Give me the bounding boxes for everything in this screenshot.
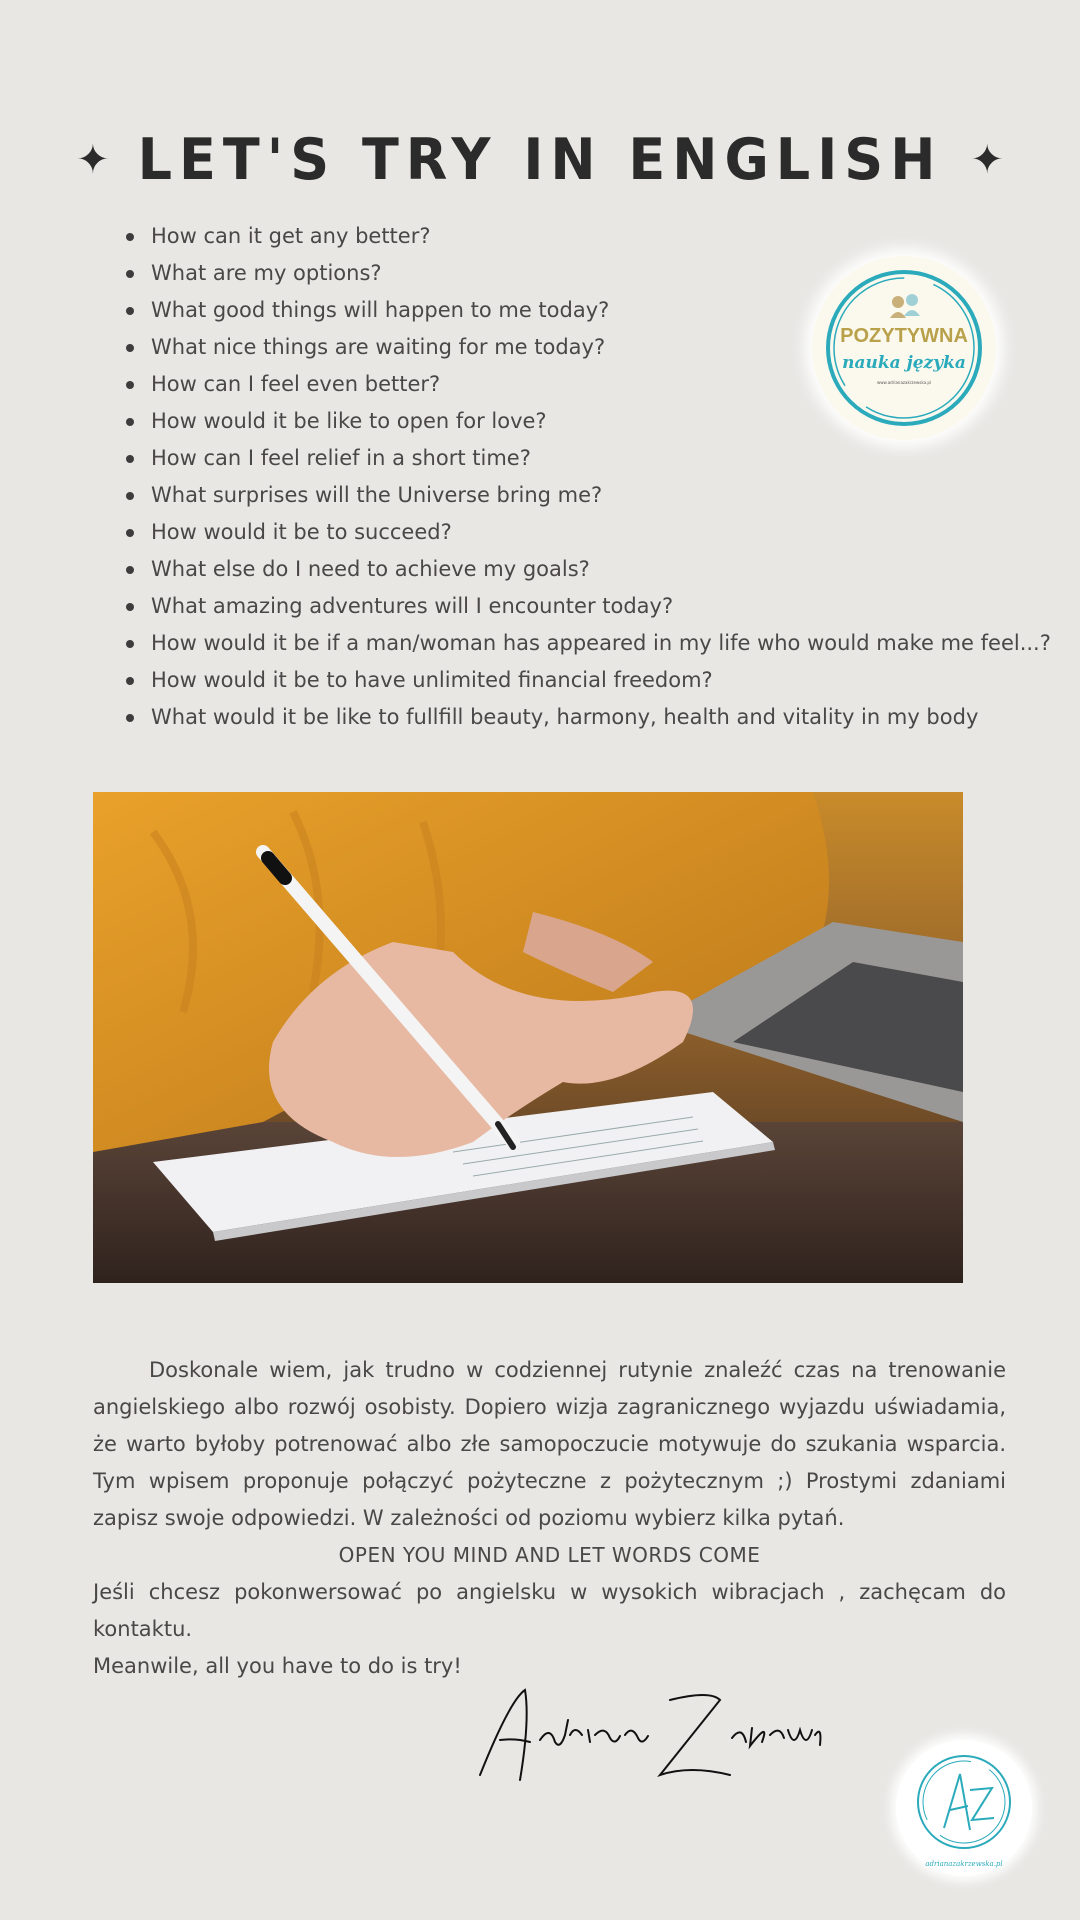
- article-body: [93, 1352, 1006, 1685]
- motto: OPEN YOU MIND AND LET WORDS COME: [338, 1543, 761, 1567]
- list-item: How would it be to have unlimited financial freedom?: [151, 662, 1051, 699]
- list-item: What good things will happen to me today?: [151, 292, 1051, 329]
- contact-line: Jeśli chcesz pokonwersować po angielsku w wysokich wibracjach , zachęcam do kontaktu.: [93, 1580, 1006, 1641]
- logo-graphic: [812, 256, 996, 440]
- closing-line: Meanwile, all you have to do is try!: [93, 1654, 462, 1678]
- list-item: How would it be like to open for love?: [151, 403, 1051, 440]
- logo-text-script: nauka języka: [842, 353, 966, 373]
- child-figure-icon: [892, 296, 904, 308]
- child-figure-icon: [906, 294, 918, 306]
- list-item: How can it get any better?: [151, 218, 1051, 255]
- brand-logo: [812, 256, 996, 440]
- list-item: What surprises will the Universe bring me?: [151, 477, 1051, 514]
- list-item: What would it be like to fullfill beauty, harmony, health and vitality in my body: [151, 699, 1051, 736]
- logo-text-top: POZYTYWNA: [840, 325, 968, 347]
- intro-paragraph: Doskonale wiem, jak trudno w codziennej rutynie znaleźć czas na trenowanie angielskiego albo rozwój osobisty. Dopiero wizja zagranicznego wyjazdu uświadamia, że warto byłoby potrenować albo złe samopoczucie motywuje do szukania wsparcia. Tym wpisem proponuje połączyć pożyteczne z pożytecznym ;) Prostymi zdaniami zapisz swoje odpowiedzi. W zależności od poziomu wybierz kilka pytań.: [93, 1358, 1006, 1530]
- sparkle-icon-right: ✦: [970, 136, 1004, 183]
- logo-url: www.adrianazakrzewska.pl: [877, 380, 931, 385]
- list-item: How would it be if a man/woman has appeared in my life who would make me feel...?: [151, 625, 1051, 662]
- handwritten-signature: [470, 1680, 830, 1790]
- list-item: How would it be to succeed?: [151, 514, 1051, 551]
- list-item: What amazing adventures will I encounter today?: [151, 588, 1051, 625]
- list-item: What nice things are waiting for me today?: [151, 329, 1051, 366]
- list-item: How can I feel even better?: [151, 366, 1051, 403]
- page-title: LET'S TRY IN ENGLISH: [137, 126, 943, 193]
- list-item: What are my options?: [151, 255, 1051, 292]
- list-item: What else do I need to achieve my goals?: [151, 551, 1051, 588]
- sparkle-icon-left: ✦: [76, 136, 110, 183]
- seal-url: adrianazakrzewska.pl: [925, 1860, 1003, 1868]
- writing-hands-photo: [93, 792, 963, 1283]
- monogram-seal: [896, 1740, 1032, 1876]
- page-header: [0, 128, 1080, 191]
- list-item: How can I feel relief in a short time?: [151, 440, 1051, 477]
